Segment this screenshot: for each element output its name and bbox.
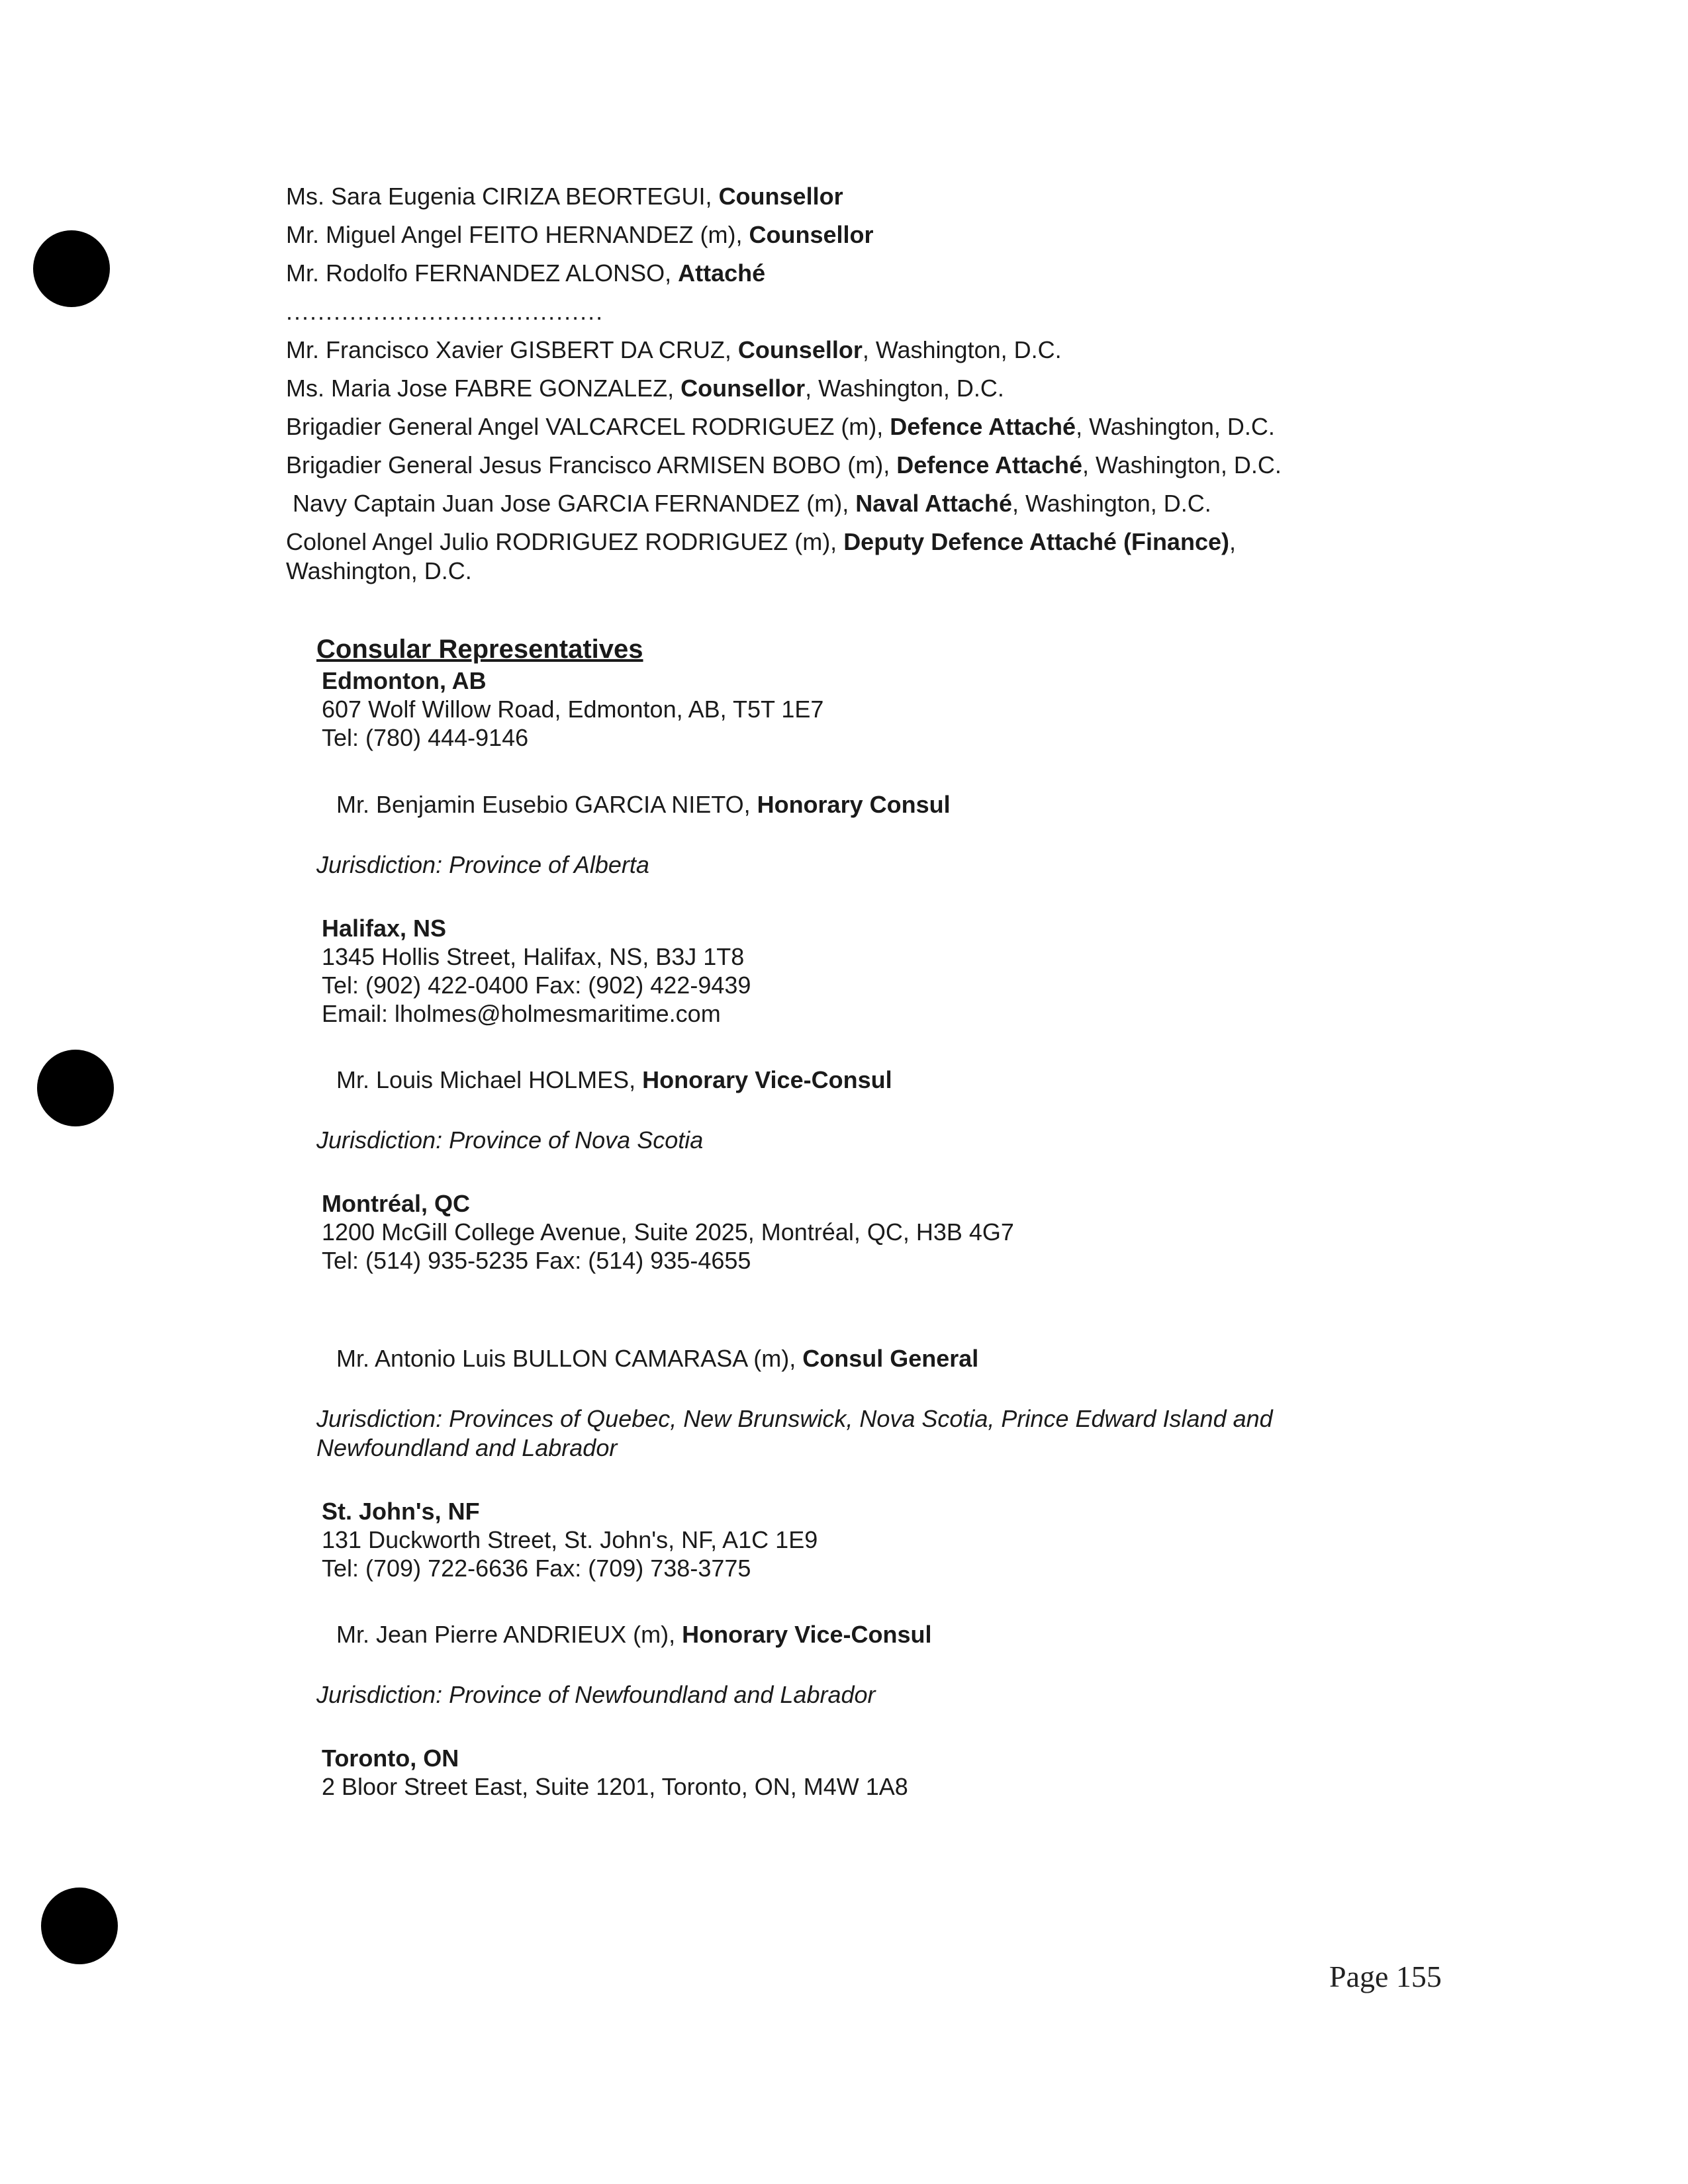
consul-entry (316, 790, 1376, 819)
staff-entry (286, 216, 1372, 254)
staff-name: Ms. Maria Jose FABRE GONZALEZ, (286, 375, 681, 402)
consul-name: Mr. Jean Pierre ANDRIEUX (m), (336, 1621, 682, 1648)
staff-location: , Washington, D.C. (805, 375, 1004, 402)
staff-title: Naval Attaché (855, 490, 1013, 517)
consul-entry (316, 1620, 1376, 1649)
consul-title: Honorary Consul (757, 791, 951, 818)
consul-name: Mr. Antonio Luis BULLON CAMARASA (m), (336, 1345, 803, 1372)
punch-hole (37, 1050, 114, 1126)
staff-entry (286, 446, 1372, 484)
consular-office (316, 666, 1376, 752)
office-address: 1345 Hollis Street, Halifax, NS, B3J 1T8 (322, 943, 745, 970)
section-title: Consular Representatives (316, 635, 643, 664)
consular-office (316, 914, 1376, 1028)
office-city: Edmonton, AB (322, 667, 487, 694)
jurisdiction: Jurisdiction: Province of Newfoundland and Labrador (316, 1681, 876, 1708)
staff-name: Mr. Miguel Angel FEITO HERNANDEZ (m), (286, 221, 749, 248)
staff-entry (286, 369, 1372, 408)
consul-name: Mr. Benjamin Eusebio GARCIA NIETO, (336, 791, 757, 818)
punch-hole (33, 230, 110, 307)
consul-name: Mr. Louis Michael HOLMES, (336, 1066, 643, 1093)
staff-name: Brigadier General Jesus Francisco ARMISEN BOBO (m), (286, 451, 897, 478)
consul-entry (316, 1066, 1376, 1094)
office-address: 2 Bloor Street East, Suite 1201, Toronto, ON, M4W 1A8 (322, 1773, 908, 1800)
staff-title: Counsellor (749, 221, 874, 248)
staff-title: Counsellor (737, 336, 863, 363)
jurisdiction: Jurisdiction: Province of Nova Scotia (316, 1126, 704, 1154)
staff-title: Counsellor (718, 183, 843, 210)
office-contact: Tel: (902) 422-0400 Fax: (902) 422-9439 (322, 972, 751, 999)
staff-entry (286, 254, 1372, 293)
consular-section (316, 632, 1376, 1801)
punch-hole (41, 1888, 118, 1964)
staff-title: Deputy Defence Attaché (Finance) (843, 528, 1229, 555)
page-number: Page 155 (1329, 1960, 1442, 1993)
office-city: St. John's, NF (322, 1498, 480, 1525)
staff-name: Navy Captain Juan Jose GARCIA FERNANDEZ (m), (293, 490, 856, 517)
staff-entry (286, 527, 1372, 586)
staff-name: Ms. Sara Eugenia CIRIZA BEORTEGUI, (286, 183, 719, 210)
office-city: Halifax, NS (322, 915, 447, 942)
jurisdiction: Jurisdiction: Province of Alberta (316, 851, 649, 878)
staff-entry (286, 484, 1372, 523)
staff-name: Mr. Rodolfo FERNANDEZ ALONSO, (286, 259, 679, 287)
staff-title: Attaché (678, 259, 766, 287)
office-email: Email: lholmes@holmesmaritime.com (322, 1000, 721, 1027)
office-address: 131 Duckworth Street, St. John's, NF, A1C 1E9 (322, 1526, 818, 1553)
office-contact: Tel: (514) 935-5235 Fax: (514) 935-4655 (322, 1247, 751, 1274)
staff-location: , Washington, D.C. (862, 336, 1062, 363)
office-contact: Tel: (709) 722-6636 Fax: (709) 738-3775 (322, 1555, 751, 1582)
staff-location: , Washington, D.C. (1082, 451, 1282, 478)
staff-name: Colonel Angel Julio RODRIGUEZ RODRIGUEZ (m), (286, 528, 844, 555)
office-address: 607 Wolf Willow Road, Edmonton, AB, T5T 1E7 (322, 696, 824, 723)
consular-office (316, 1744, 1376, 1801)
consul-title: Honorary Vice-Consul (642, 1066, 892, 1093)
staff-title: Defence Attaché (890, 413, 1076, 440)
staff-entry (286, 408, 1372, 446)
office-city: Montréal, QC (322, 1190, 471, 1217)
staff-title: Counsellor (680, 375, 806, 402)
office-contact: Tel: (780) 444-9146 (322, 724, 529, 751)
staff-location: , Washington, D.C. (286, 528, 1236, 584)
staff-location: , Washington, D.C. (1012, 490, 1211, 517)
staff-name: Mr. Francisco Xavier GISBERT DA CRUZ, (286, 336, 738, 363)
office-address: 1200 McGill College Avenue, Suite 2025, Montréal, QC, H3B 4G7 (322, 1218, 1014, 1246)
consul-title: Consul General (802, 1345, 979, 1372)
consul-title: Honorary Vice-Consul (682, 1621, 932, 1648)
staff-title: Defence Attaché (896, 451, 1083, 478)
embassy-staff-list (286, 177, 1372, 586)
jurisdiction: Jurisdiction: Provinces of Quebec, New Brunswick, Nova Scotia, Prince Edward Island and Newfoundland and Labrador (316, 1405, 1273, 1461)
consul-entry (316, 1344, 1376, 1373)
staff-entry (286, 177, 1372, 216)
separator-dots: ........................................ (286, 298, 604, 325)
staff-name: Brigadier General Angel VALCARCEL RODRIGUEZ (m), (286, 413, 890, 440)
consular-office (316, 1497, 1376, 1582)
consular-office (316, 1189, 1376, 1275)
staff-location: , Washington, D.C. (1076, 413, 1275, 440)
staff-entry (286, 331, 1372, 369)
office-city: Toronto, ON (322, 1745, 459, 1772)
